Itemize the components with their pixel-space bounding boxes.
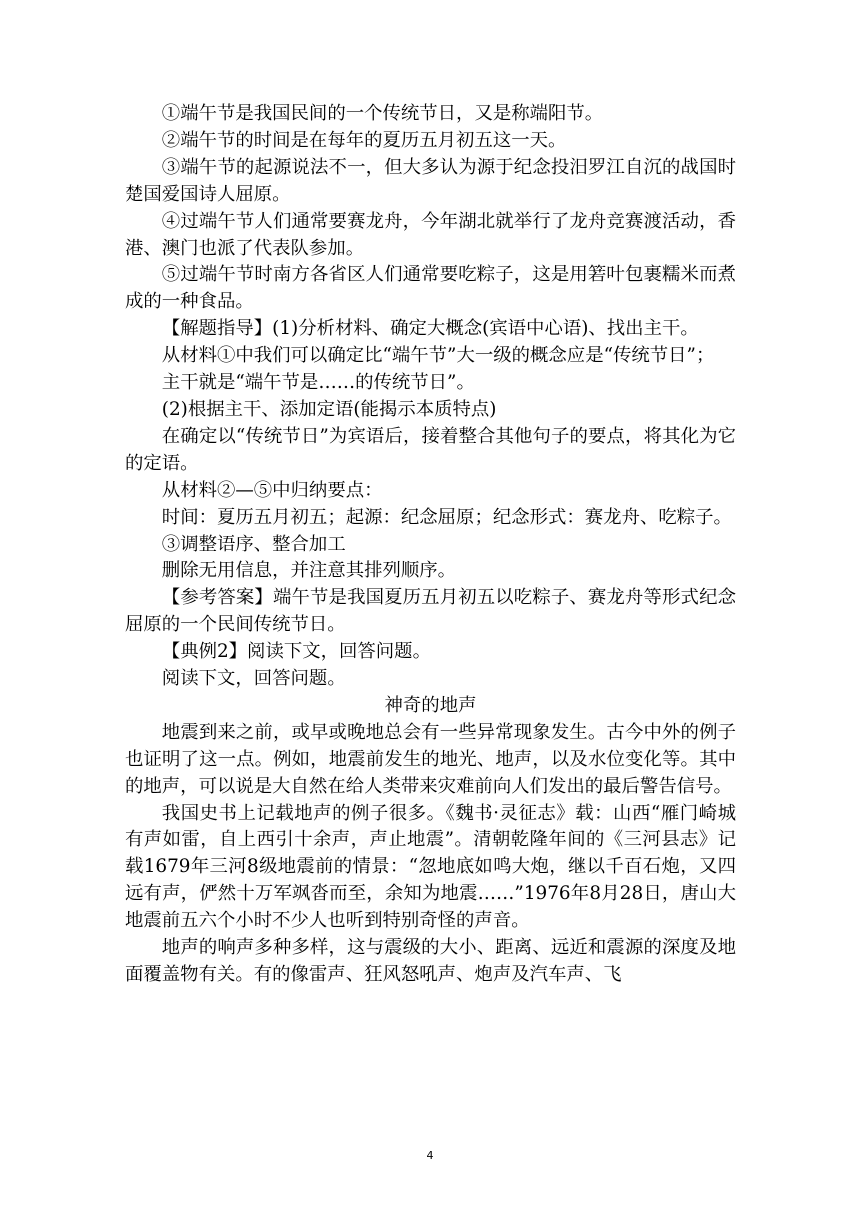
paragraph: 【参考答案】端午节是我国夏历五月初五以吃粽子、赛龙舟等形式纪念屈原的一个民间传统节日。 [125, 587, 736, 636]
paragraph: 时间：夏历五月初五；起源：纪念屈原；纪念形式：赛龙舟、吃粽子。 [161, 506, 732, 528]
paragraph: ②端午节的时间是在每年的夏历五月初五这一天。 [161, 129, 567, 151]
paragraph: ①端午节是我国民间的一个传统节日，又是称端阳节。 [161, 103, 604, 124]
paragraph: 从材料②—⑤中归纳要点： [161, 479, 383, 501]
page-number: 4 [426, 1149, 434, 1162]
paragraph: ⑤过端午节时南方各省区人们通常要吃粽子，这是用箬叶包裹糯米而煮成的一种食品。 [125, 264, 736, 313]
paragraph: 从材料①中我们可以确定比“端午节”大一级的概念应是“传统节日”； [161, 345, 715, 367]
paragraph: 地震到来之前，或早或晚地总会有一些异常现象发生。古今中外的例子也证明了这一点。例如，地震前发生的地光、地声，以及水位变化等。其中的地声，可以说是大自然在给人类带来灾难前向人们发出的最后警告信号。 [125, 721, 736, 797]
paragraph: ③调整语序、整合加工 [161, 533, 346, 555]
paragraph: 我国史书上记载地声的例子很多。《魏书·灵征志》载：山西“雁门崎城有声如雷，自上西引十余声，声止地震”。清朝乾隆年间的《三河县志》记载1679年三河8级地震前的情景：“忽地底如鸣大炮，继以千百石炮，又四远有声，俨然十万军飒沓而至，余知为地震……”1976年8月28日，唐山大地震前五六个小时不少人也听到特别奇怪的声音。 [125, 802, 736, 932]
paragraph: 在确定以“传统节日”为宾语后，接着整合其他句子的要点，将其化为它的定语。 [125, 425, 736, 474]
paragraph: 删除无用信息，并注意其排列顺序。 [161, 560, 457, 582]
paragraph: 地声的响声多种多样，这与震级的大小、距离、远近和震源的深度及地面覆盖物有关。有的像雷声、狂风怒吼声、炮声及汽车声、飞 [125, 937, 736, 985]
paragraph: ④过端午节人们通常要赛龙舟，今年湖北就举行了龙舟竞赛渡活动，香港、澳门也派了代表队参加。 [125, 210, 736, 259]
paragraph: (2)根据主干、添加定语(能揭示本质特点) [161, 398, 497, 420]
paragraph: 主干就是“端午节是……的传统节日”。 [161, 372, 475, 394]
paragraph: 【典例2】阅读下文，回答问题。 [161, 641, 431, 663]
article-title: 神奇的地声 [384, 694, 477, 716]
paragraph: 【解题指导】(1)分析材料、确定大概念(宾语中心语)、找出主干。 [161, 318, 699, 340]
paragraph: ③端午节的起源说法不一，但大多认为源于纪念投汨罗江自沉的战国时楚国爱国诗人屈原。 [125, 156, 736, 205]
paragraph: 阅读下文，回答问题。 [161, 668, 346, 690]
document-body [125, 101, 736, 989]
